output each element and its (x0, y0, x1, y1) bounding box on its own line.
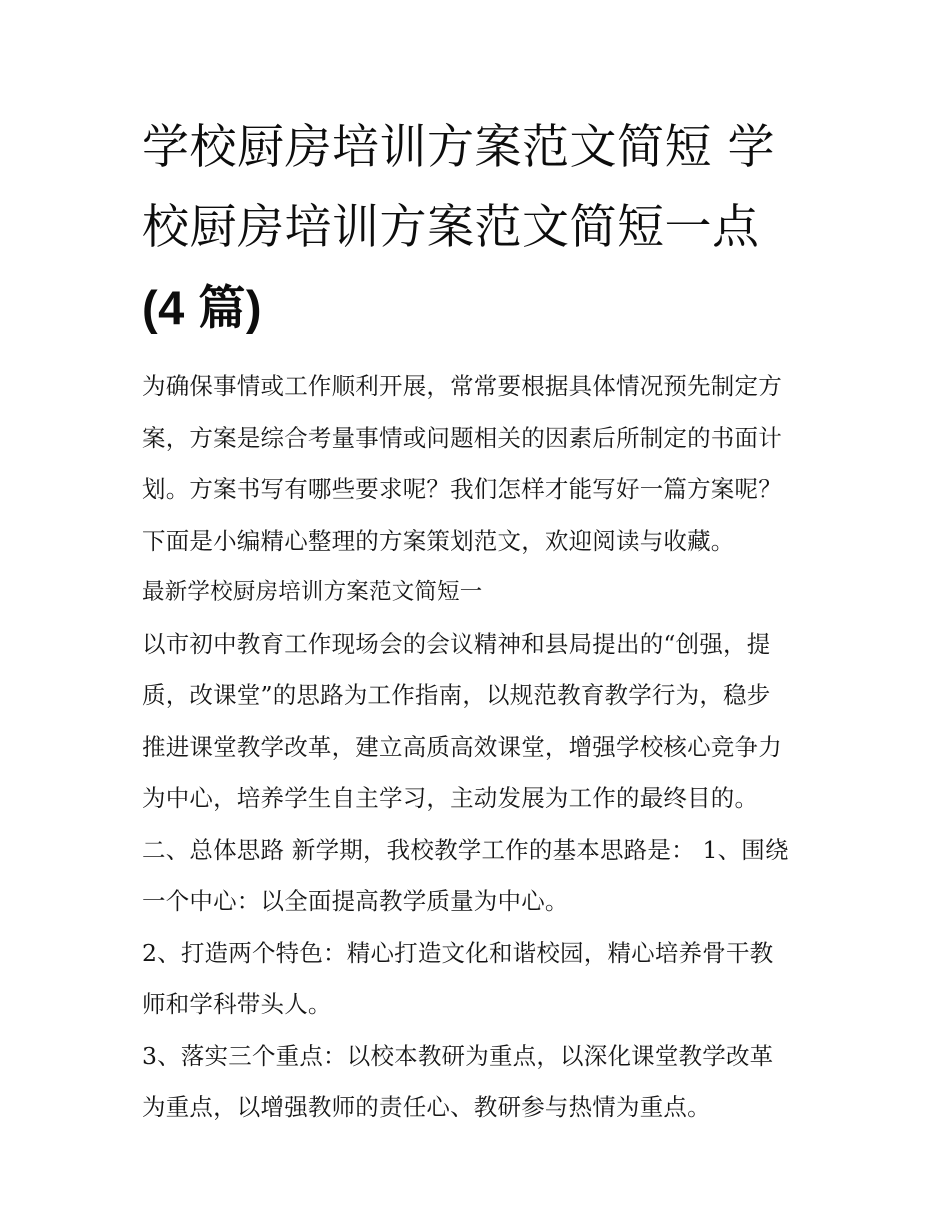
document-body (142, 361, 822, 1134)
paragraph-2-line-2: 一个中心：以全面提高教学质量为中心。 (142, 887, 569, 915)
intro-line-4: 下面是小编精心整理的方案策划范文，欢迎阅读与收藏。 (142, 526, 735, 555)
title-line-1: 学校厨房培训方案范文简短 学 (142, 120, 775, 175)
intro-paragraph (142, 361, 822, 567)
intro-line-3: 划。方案书写有哪些要求呢？我们怎样才能写好一篇方案呢？ (142, 475, 782, 503)
paragraph-1-line-2: 质，改课堂”的思路为工作指南，以规范教育教学行为，稳步 (142, 681, 771, 709)
paragraph-1-line-1: 以市初中教育工作现场会的会议精神和县局提出的“创强，提 (142, 629, 771, 658)
title-line-2: 校厨房培训方案范文简短一点 (142, 200, 760, 255)
title-line-3: (4 篇) (142, 281, 262, 334)
document-title (142, 108, 822, 348)
section-heading: 最新学校厨房培训方案范文简短一 (142, 579, 483, 605)
document-page (142, 108, 822, 1134)
paragraph-4-line-1: 3、落实三个重点：以校本教研为重点，以深化课堂教学改革 (142, 1041, 774, 1070)
intro-line-2: 案，方案是综合考量事情或问题相关的因素后所制定的书面计 (142, 423, 782, 452)
paragraph-3-line-2: 师和学科带头人。 (142, 990, 332, 1018)
paragraph-1-line-3: 推进课堂教学改革，建立高质高效课堂，增强学校核心竞争力 (142, 732, 782, 761)
paragraph-2-line-1: 二、总体思路 新学期，我校教学工作的基本思路是： 1、围绕 (142, 835, 789, 864)
paragraph-4-line-2: 为重点，以增强教师的责任心、教研参与热情为重点。 (142, 1093, 711, 1121)
paragraph-3-line-1: 2、打造两个特色：精心打造文化和谐校园，精心培养骨干教 (142, 938, 774, 967)
paragraph-1 (142, 619, 822, 825)
paragraph-3 (142, 928, 822, 1031)
paragraph-1-line-4: 为中心，培养学生自主学习，主动发展为工作的最终目的。 (142, 784, 759, 812)
intro-line-1: 为确保事情或工作顺利开展，常常要根据具体情况预先制定方 (142, 372, 782, 400)
paragraph-4 (142, 1031, 822, 1134)
paragraph-2 (142, 825, 822, 928)
